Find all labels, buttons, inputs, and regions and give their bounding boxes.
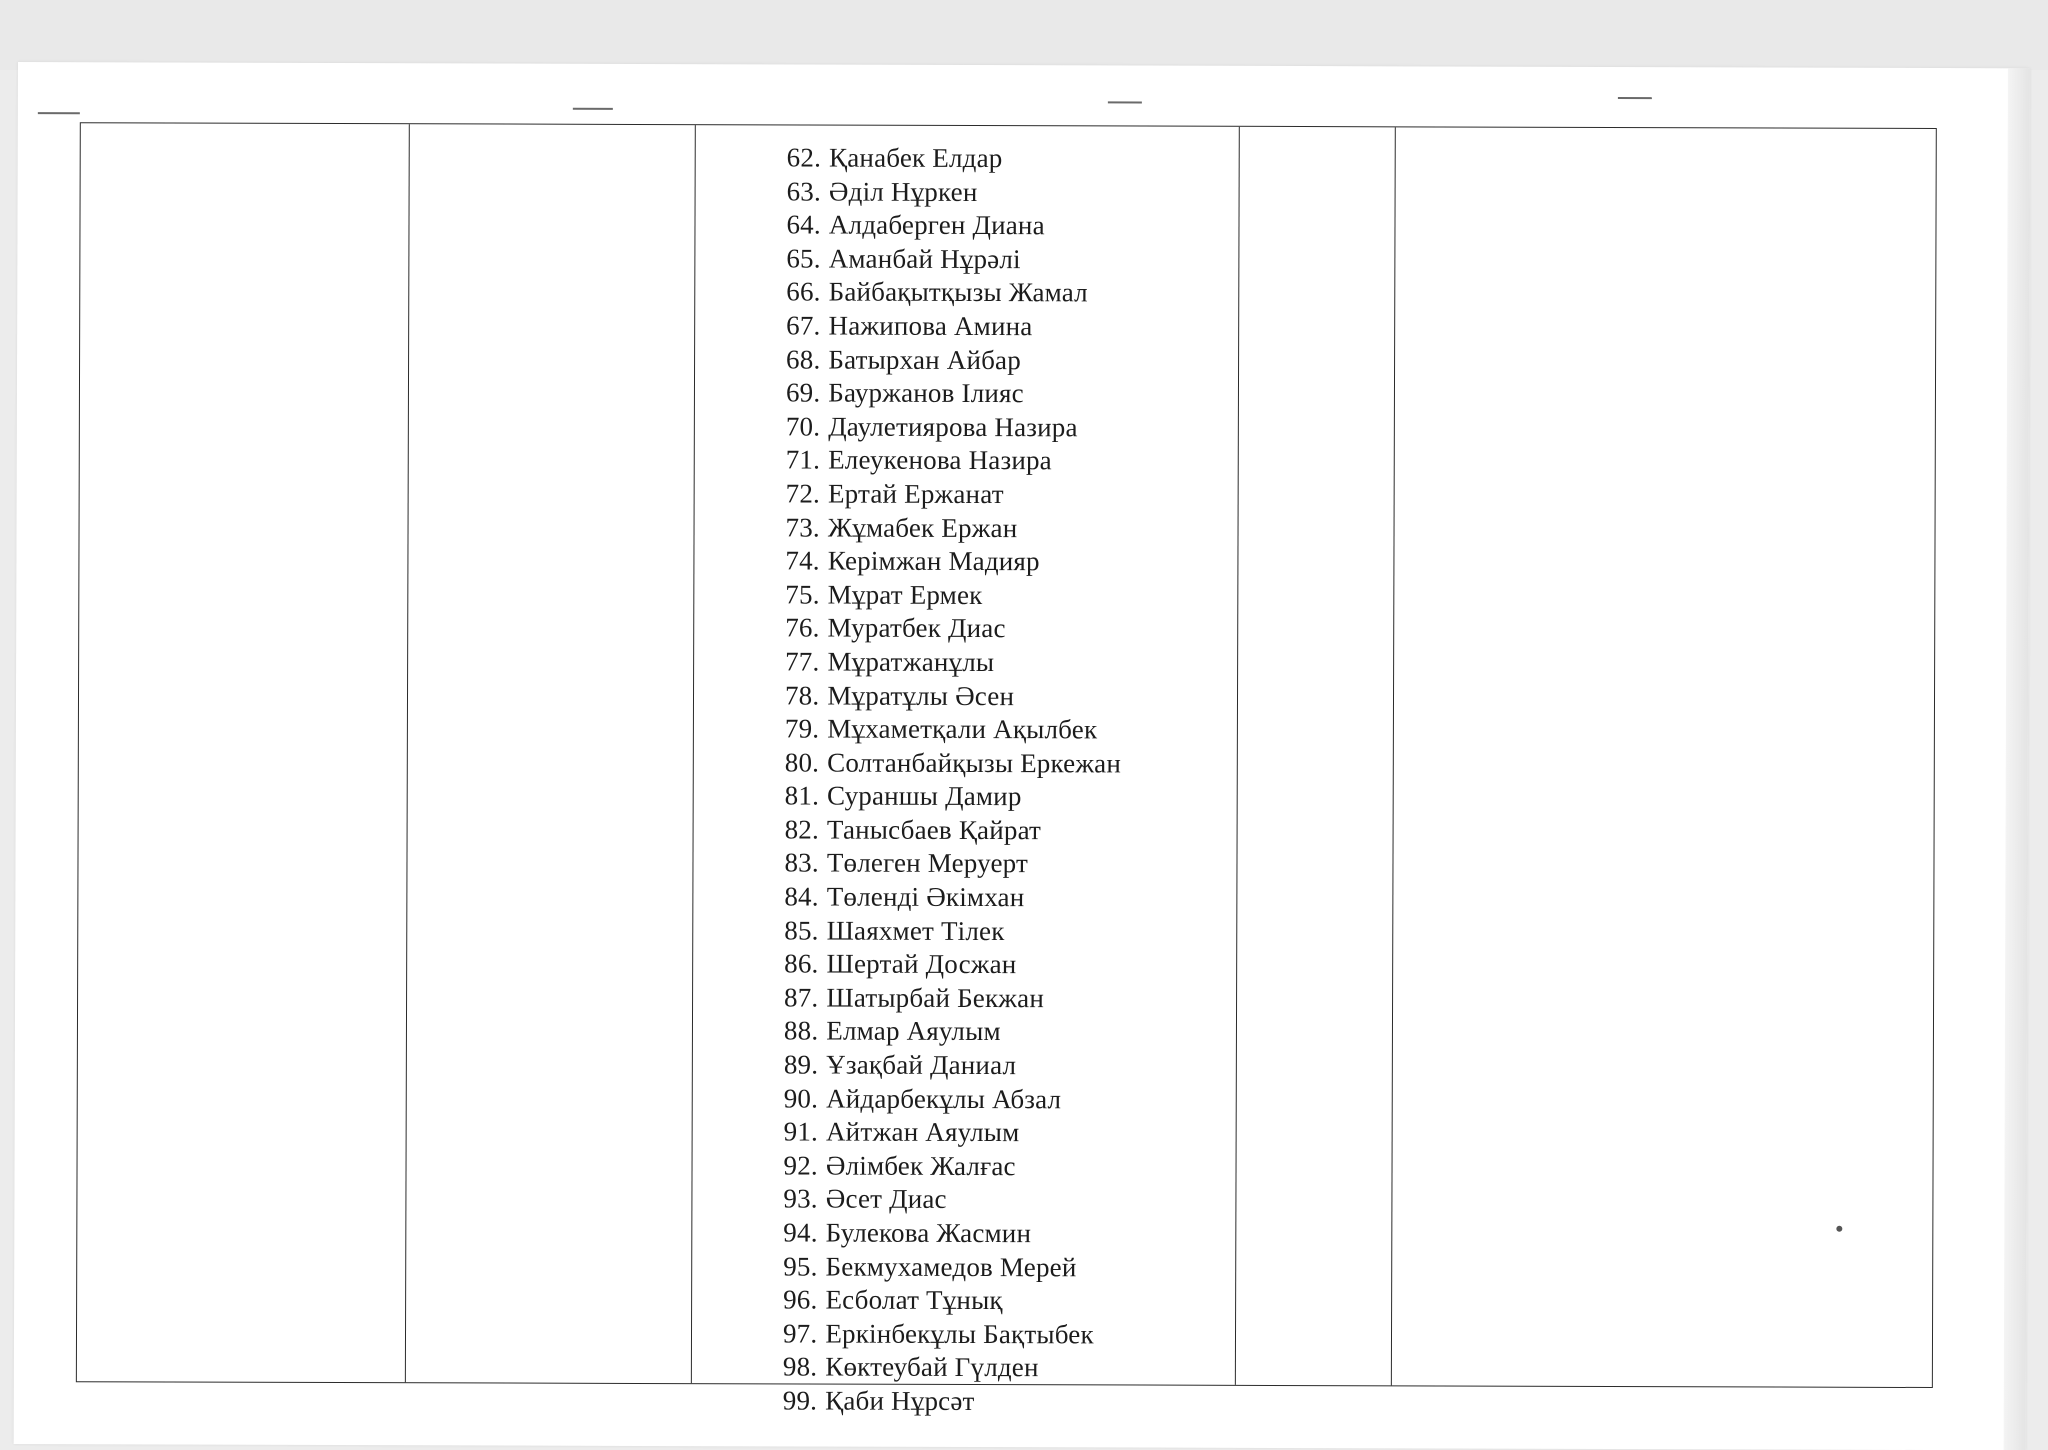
list-item: [785, 645, 1121, 680]
list-item-name: Байбақытқызы Жамал: [828, 276, 1088, 308]
list-item-number: 70.: [785, 411, 821, 442]
list-item-number: 71.: [785, 444, 821, 475]
list-item-number: 79.: [784, 713, 820, 744]
list-item-number: 68.: [786, 343, 821, 375]
list-item-number: 88.: [783, 1015, 819, 1046]
list-item-name: Жұмабек Ержан: [827, 512, 1018, 543]
list-item-number: 89.: [783, 1049, 819, 1080]
list-item: [784, 981, 1120, 1016]
list-item-number: 83.: [784, 847, 819, 878]
list-item: [786, 410, 1122, 445]
list-item-name: Аманбай Нұрәлі: [828, 243, 1021, 274]
list-item-name: Солтанбайқызы Еркежан: [827, 747, 1122, 779]
list-item-number: 64.: [786, 209, 821, 240]
list-item-number: 73.: [785, 511, 820, 543]
list-item-name: Шатырбай Бекжан: [826, 982, 1045, 1014]
list-item-name: Ұзақбай Даниал: [826, 1049, 1017, 1081]
list-item-name: Әсет Диас: [825, 1183, 947, 1215]
list-item: [784, 1015, 1120, 1050]
list-item: [783, 1250, 1119, 1285]
list-item-name: Төленді Әкімхан: [826, 881, 1025, 913]
list-item: [784, 880, 1120, 915]
list-item-number: 75.: [785, 579, 820, 610]
list-item-name: Шертай Досжан: [826, 948, 1017, 980]
list-item: [786, 242, 1122, 277]
list-item-number: 91.: [783, 1116, 819, 1147]
list-item: [786, 276, 1122, 311]
page-edge-shadow: [2004, 68, 2030, 1450]
scan-mark: [1618, 97, 1652, 99]
list-item-number: 96.: [783, 1284, 818, 1315]
list-item: [785, 746, 1121, 781]
list-item-name: Муратбек Диас: [827, 612, 1006, 644]
list-item-number: 81.: [784, 780, 820, 811]
list-item: [784, 1116, 1120, 1151]
list-item-number: 97.: [782, 1318, 818, 1349]
list-item-number: 76.: [785, 612, 820, 643]
document-page: [14, 62, 2030, 1450]
list-item: [785, 511, 1121, 546]
list-item: [786, 343, 1122, 378]
list-item: [783, 1317, 1119, 1352]
column-divider-4: [1391, 127, 1396, 1385]
list-item-number: 92.: [783, 1150, 818, 1181]
list-item-name: Әділ Нұркен: [828, 176, 978, 207]
list-item-number: 98.: [782, 1351, 818, 1382]
list-item-name: Ертай Ержанат: [827, 478, 1004, 510]
list-item-number: 95.: [783, 1251, 818, 1282]
scanner-background: [0, 0, 2048, 70]
list-item: [786, 209, 1122, 244]
list-item-name: Төлеген Меруерт: [826, 848, 1029, 879]
list-item-name: Мұратжанұлы: [827, 646, 995, 677]
list-item: [783, 1149, 1119, 1184]
list-item: [785, 612, 1121, 647]
list-item-number: 74.: [785, 545, 820, 576]
list-item-number: 94.: [783, 1217, 818, 1248]
list-item-name: Мұратұлы Әсен: [827, 680, 1015, 711]
list-item: [783, 1284, 1119, 1319]
list-item: [783, 1183, 1119, 1218]
list-item: [783, 1216, 1119, 1251]
list-item: [786, 444, 1122, 479]
list-item-name: Көктеубай Гүлден: [825, 1351, 1039, 1383]
scan-speck: [1836, 1226, 1842, 1232]
list-item-name: Қанабек Елдар: [829, 142, 1003, 174]
list-item-name: Нажипова Амина: [828, 310, 1033, 342]
list-item: [785, 578, 1121, 613]
list-item-name: Батырхан Айбар: [828, 344, 1022, 375]
list-item-name: Елмар Аяулым: [826, 1015, 1001, 1047]
list-item-name: Елеукенова Назира: [828, 444, 1052, 476]
list-item: [784, 1048, 1120, 1083]
list-item-number: 80.: [784, 747, 820, 778]
list-item-name: Бауржанов Ілияс: [828, 377, 1024, 409]
list-item-name: Шаяхмет Тілек: [826, 915, 1005, 946]
column-divider-2: [691, 125, 696, 1383]
list-item-number: 85.: [784, 915, 819, 946]
list-item: [787, 141, 1123, 176]
list-item-name: Мұрат Ермек: [827, 579, 983, 610]
list-item-name: Керімжан Мадияр: [827, 545, 1040, 577]
list-item-name: Айдарбекұлы Абзал: [826, 1083, 1062, 1114]
table-frame: [76, 122, 1937, 1416]
list-item: [786, 377, 1122, 412]
list-item: [785, 780, 1121, 815]
student-name-list: [783, 141, 1123, 1419]
list-item-name: Айтжан Аяулым: [825, 1116, 1020, 1148]
list-item-name: Еркінбекұлы Бақтыбек: [825, 1318, 1094, 1350]
list-item: [785, 679, 1121, 714]
list-item-number: 62.: [786, 142, 822, 173]
scan-mark: [1108, 101, 1142, 103]
list-item-name: Алдаберген Диана: [828, 209, 1045, 241]
list-item-name: Танысбаев Қайрат: [826, 814, 1042, 846]
list-item: [784, 948, 1120, 983]
list-item-name: Булекова Жасмин: [825, 1217, 1032, 1249]
scan-mark: [38, 112, 80, 114]
list-item: [786, 477, 1122, 512]
list-item-name: Сураншы Дамир: [827, 780, 1022, 812]
list-item-number: 77.: [785, 646, 820, 677]
list-item-number: 67.: [786, 310, 821, 341]
list-item-number: 66.: [786, 276, 821, 307]
list-item-name: Әлімбек Жалғас: [825, 1150, 1016, 1181]
list-item-name: Мұхаметқали Ақылбек: [827, 713, 1098, 745]
list-item-name: Бекмухамедов Мерей: [825, 1251, 1077, 1282]
list-item-number: 72.: [785, 478, 821, 509]
scan-mark: [573, 108, 613, 110]
list-item: [786, 309, 1122, 344]
list-item: [785, 713, 1121, 748]
list-item: [783, 1384, 1119, 1419]
list-item: [784, 1082, 1120, 1117]
list-item-name: Есболат Тұнық: [825, 1284, 1003, 1316]
list-item: [787, 175, 1123, 210]
list-item: [784, 914, 1120, 949]
list-item-number: 82.: [784, 814, 819, 845]
list-item-name: Даулетиярова Назира: [828, 411, 1078, 443]
list-item-number: 63.: [786, 176, 822, 207]
list-item: [785, 813, 1121, 848]
list-item-number: 84.: [784, 881, 819, 912]
list-item-number: 86.: [784, 948, 819, 979]
list-item-number: 93.: [783, 1183, 818, 1214]
list-item-number: 65.: [786, 243, 821, 274]
list-item: [785, 545, 1121, 580]
list-item-number: 87.: [784, 982, 819, 1013]
list-item-number: 90.: [783, 1083, 819, 1114]
list-item-name: Қаби Нұрсәт: [825, 1385, 975, 1416]
column-divider-3: [1235, 127, 1240, 1385]
list-item: [783, 1351, 1119, 1386]
list-item-number: 78.: [784, 679, 820, 711]
list-item-number: 99.: [782, 1385, 818, 1416]
list-item: [784, 847, 1120, 882]
column-divider-1: [405, 124, 410, 1382]
list-item-number: 69.: [785, 377, 821, 408]
